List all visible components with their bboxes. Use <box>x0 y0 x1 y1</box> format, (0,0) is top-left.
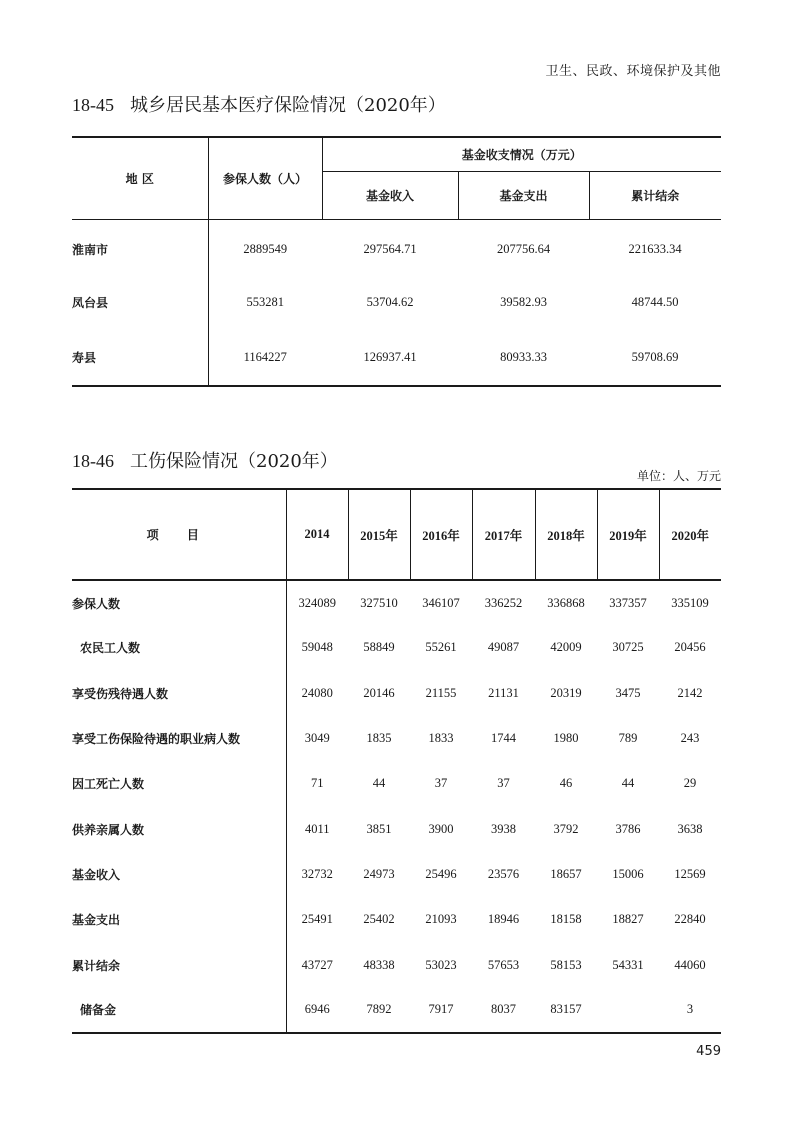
table-row <box>72 671 721 716</box>
table-row <box>72 330 721 386</box>
table-row <box>72 806 721 851</box>
value-cell: 3638 <box>677 821 703 836</box>
value-cell: 37 <box>497 776 510 791</box>
table-row <box>72 219 721 275</box>
value-cell: 4011 <box>304 821 330 836</box>
value-cell: 54331 <box>612 957 644 972</box>
value-cell: 327510 <box>360 595 398 610</box>
header-year: 2017年 <box>472 489 535 580</box>
value-cell: 7892 <box>366 1002 392 1017</box>
value-cell: 346107 <box>422 595 460 610</box>
header-fund-income: 基金收入 <box>322 171 458 219</box>
income-cell: 126937.41 <box>363 349 417 364</box>
value-cell: 3475 <box>615 685 641 700</box>
value-cell: 49087 <box>487 640 520 655</box>
value-cell: 23576 <box>487 866 520 881</box>
balance-cell: 221633.34 <box>628 241 682 256</box>
value-cell: 18657 <box>550 866 582 881</box>
item-label: 基金支出 <box>72 897 286 942</box>
header-year: 2014 <box>286 489 348 580</box>
header-fund-group: 基金收支情况（万元） <box>322 137 721 171</box>
value-cell: 20146 <box>363 685 395 700</box>
table-row <box>72 716 721 761</box>
item-label: 参保人数 <box>72 580 286 625</box>
value-cell: 3049 <box>304 731 330 746</box>
table-row <box>72 852 721 897</box>
running-head: 卫生、民政、环境保护及其他 <box>545 64 721 79</box>
item-label: 因工死亡人数 <box>72 761 286 806</box>
value-cell: 24973 <box>363 866 395 881</box>
value-cell: 1835 <box>366 731 392 746</box>
header-insured: 参保人数（人） <box>208 137 322 219</box>
balance-cell: 59708.69 <box>631 349 679 364</box>
value-cell: 3851 <box>366 821 392 836</box>
header-item: 项 目 <box>72 489 286 580</box>
value-cell: 20319 <box>550 685 582 700</box>
header-year: 2020年 <box>659 489 721 580</box>
expense-cell: 80933.33 <box>500 349 547 364</box>
value-cell: 243 <box>680 731 700 746</box>
value-cell: 53023 <box>425 957 457 972</box>
value-cell: 335109 <box>671 595 709 610</box>
value-cell: 48338 <box>363 957 395 972</box>
table-row <box>72 897 721 942</box>
item-label: 农民工人数 <box>72 625 286 670</box>
value-cell: 43727 <box>301 957 333 972</box>
value-cell: 336868 <box>547 595 585 610</box>
income-cell: 53704.62 <box>366 294 414 309</box>
value-cell: 3 <box>686 1002 694 1017</box>
header-year: 2018年 <box>535 489 597 580</box>
value-cell: 22840 <box>674 912 706 927</box>
value-cell: 83157 <box>550 1002 582 1017</box>
item-label: 累计结余 <box>72 942 286 987</box>
value-cell: 30725 <box>612 640 644 655</box>
value-cell: 7917 <box>428 1002 454 1017</box>
item-label: 储备金 <box>72 988 286 1033</box>
table2-number: 18-46 <box>72 451 114 471</box>
table2-title <box>72 447 338 473</box>
value-cell: 3900 <box>428 821 454 836</box>
region-cell: 淮南市 <box>72 219 208 275</box>
value-cell: 58849 <box>363 640 395 655</box>
header-year: 2015年 <box>348 489 410 580</box>
value-cell: 25496 <box>425 866 457 881</box>
value-cell: 37 <box>434 776 448 791</box>
region-cell: 寿县 <box>72 330 208 386</box>
value-cell: 55261 <box>425 640 457 655</box>
item-label: 供养亲属人数 <box>72 806 286 851</box>
table-row <box>72 988 721 1033</box>
income-cell: 297564.71 <box>363 241 417 256</box>
value-cell: 1744 <box>491 731 516 746</box>
expense-cell: 207756.64 <box>496 241 551 256</box>
table2-title-text: 工伤保险情况（2020年） <box>130 451 338 472</box>
value-cell: 21155 <box>425 685 457 700</box>
value-cell: 324089 <box>298 595 336 610</box>
value-cell: 46 <box>559 776 573 791</box>
medical-insurance-table <box>72 136 721 387</box>
insured-cell: 1164227 <box>243 349 287 364</box>
value-cell: 29 <box>683 776 697 791</box>
value-cell: 44060 <box>674 957 706 972</box>
value-cell: 12569 <box>674 866 706 881</box>
header-fund-expense: 基金支出 <box>458 171 589 219</box>
value-cell: 59048 <box>301 640 333 655</box>
value-cell: 3786 <box>615 821 641 836</box>
expense-cell: 39582.93 <box>500 294 547 309</box>
table1-title-text: 城乡居民基本医疗保险情况（2020年） <box>130 95 446 116</box>
header-region: 地 区 <box>72 137 208 219</box>
value-cell: 18158 <box>550 912 582 927</box>
value-cell: 21131 <box>488 685 519 700</box>
item-label: 享受伤残待遇人数 <box>72 671 286 716</box>
value-cell: 3938 <box>491 821 516 836</box>
value-cell: 1833 <box>428 731 454 746</box>
value-cell: 18946 <box>487 912 520 927</box>
value-cell: 2142 <box>677 685 703 700</box>
value-cell <box>597 988 659 1033</box>
value-cell: 6946 <box>304 1002 330 1017</box>
value-cell: 24080 <box>301 685 333 700</box>
header-fund-balance: 累计结余 <box>589 171 721 219</box>
table-row <box>72 942 721 987</box>
header-year: 2016年 <box>410 489 472 580</box>
insured-cell: 2889549 <box>243 241 288 256</box>
value-cell: 42009 <box>550 640 582 655</box>
value-cell: 15006 <box>612 866 644 881</box>
value-cell: 71 <box>311 776 324 791</box>
table-row <box>72 625 721 670</box>
work-injury-insurance-table <box>72 488 721 1034</box>
value-cell: 3792 <box>553 821 579 836</box>
table-row <box>72 275 721 331</box>
value-cell: 58153 <box>550 957 582 972</box>
value-cell: 18827 <box>612 912 644 927</box>
value-cell: 44 <box>621 776 635 791</box>
unit-label: 单位：人、万元 <box>636 469 721 483</box>
value-cell: 57653 <box>487 957 520 972</box>
value-cell: 8037 <box>491 1002 516 1017</box>
table-row <box>72 761 721 806</box>
insured-cell: 553281 <box>246 294 284 309</box>
value-cell: 44 <box>372 776 386 791</box>
table1-number: 18-45 <box>72 95 114 115</box>
value-cell: 336252 <box>484 595 523 610</box>
value-cell: 32732 <box>301 866 333 881</box>
value-cell: 1980 <box>553 731 579 746</box>
value-cell: 20456 <box>674 640 706 655</box>
value-cell: 789 <box>618 731 638 746</box>
region-cell: 凤台县 <box>72 275 208 331</box>
header-year: 2019年 <box>597 489 659 580</box>
item-label: 基金收入 <box>72 852 286 897</box>
balance-cell: 48744.50 <box>631 294 679 309</box>
item-label: 享受工伤保险待遇的职业病人数 <box>72 716 286 761</box>
page-number: 459 <box>696 1044 721 1059</box>
table1-title <box>72 91 446 117</box>
table-row <box>72 580 721 625</box>
value-cell: 337357 <box>609 595 647 610</box>
value-cell: 21093 <box>425 912 457 927</box>
value-cell: 25402 <box>363 912 395 927</box>
value-cell: 25491 <box>301 912 333 927</box>
